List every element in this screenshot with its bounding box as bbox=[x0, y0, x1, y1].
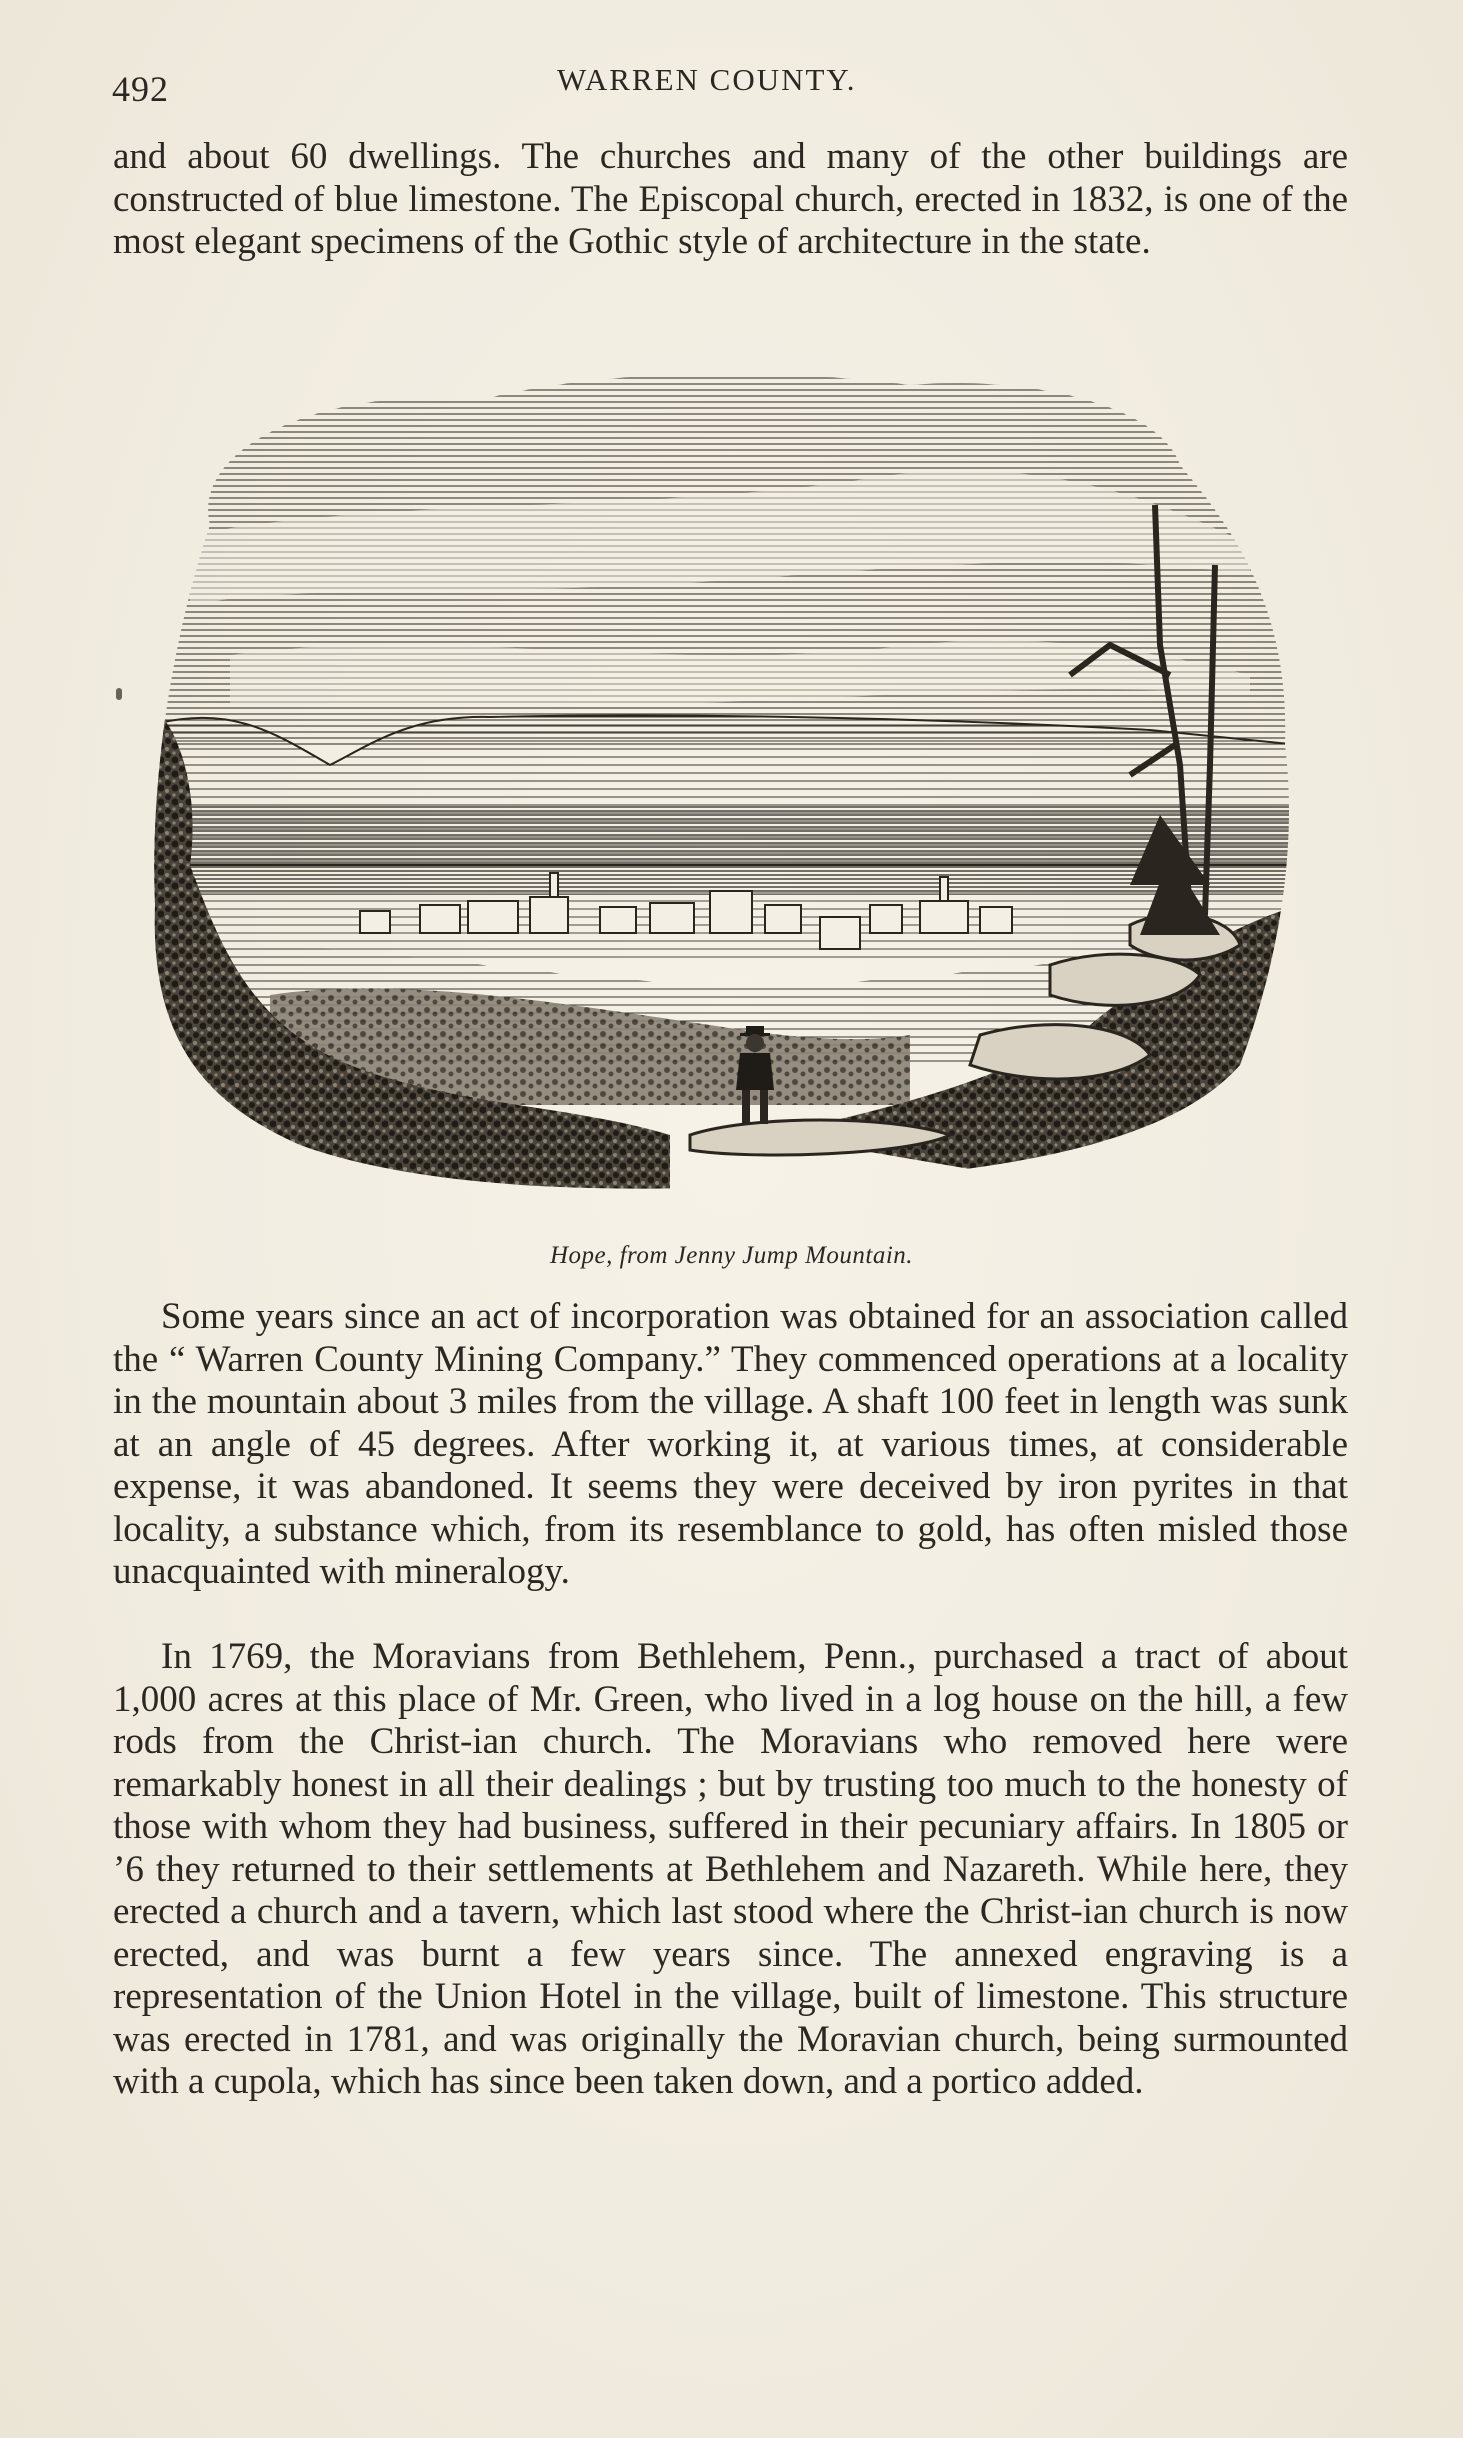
page-header bbox=[112, 58, 1352, 108]
page-number: 492 bbox=[112, 69, 169, 109]
paragraph-intro: and about 60 dwellings. The churches and many of the other buildings are constructed of blue limestone. The Episcopal church, erected in 1832, is one of the most elegant specimens of the Gothic style of architecture in the state. bbox=[113, 136, 1348, 262]
paragraph-mining-company: Some years since an act of incorporation was obtained for an association called the “ Warren County Mining Company.” They commenced operations at a locality in the mountain about 3 miles from the village. A shaft 100 feet in length was sunk at an angle of 45 degrees. After working it, at various times, at considerable expense, it was abandoned. It seems they were deceived by iron pyrites in that locality, a substance which, from its resemblance to gold, has often misled those unacquainted with mineralogy. bbox=[113, 1296, 1348, 1592]
engraving-illustration bbox=[150, 345, 1300, 1225]
valley-forest bbox=[150, 805, 1300, 895]
running-title: WARREN COUNTY. bbox=[557, 62, 857, 97]
margin-mark bbox=[116, 688, 122, 700]
paragraph-moravians: In 1769, the Moravians from Bethlehem, Penn., purchased a tract of about 1,000 acres at this place of Mr. Green, who lived in a log house on the hill, a few rods from the Christ-ian church. The Moravians who removed here were remarkably honest in all their dealings ; but by trusting too much to the honesty of those with whom they had business, suffered in their pecuniary affairs. In 1805 or ’6 they returned to their settlements at Bethlehem and Nazareth. While here, they erected a church and a tavern, which last stood where the Christ-ian church is now erected, and was burnt a few years since. The annexed engraving is a representation of the Union Hotel in the village, built of limestone. This structure was erected in 1781, and was originally the Moravian church, being surmounted with a cupola, which has since been taken down, and a portico added. bbox=[113, 1636, 1348, 2102]
engraving-scene bbox=[150, 345, 1300, 1225]
figure-caption: Hope, from Jenny Jump Mountain. bbox=[549, 1242, 914, 1269]
